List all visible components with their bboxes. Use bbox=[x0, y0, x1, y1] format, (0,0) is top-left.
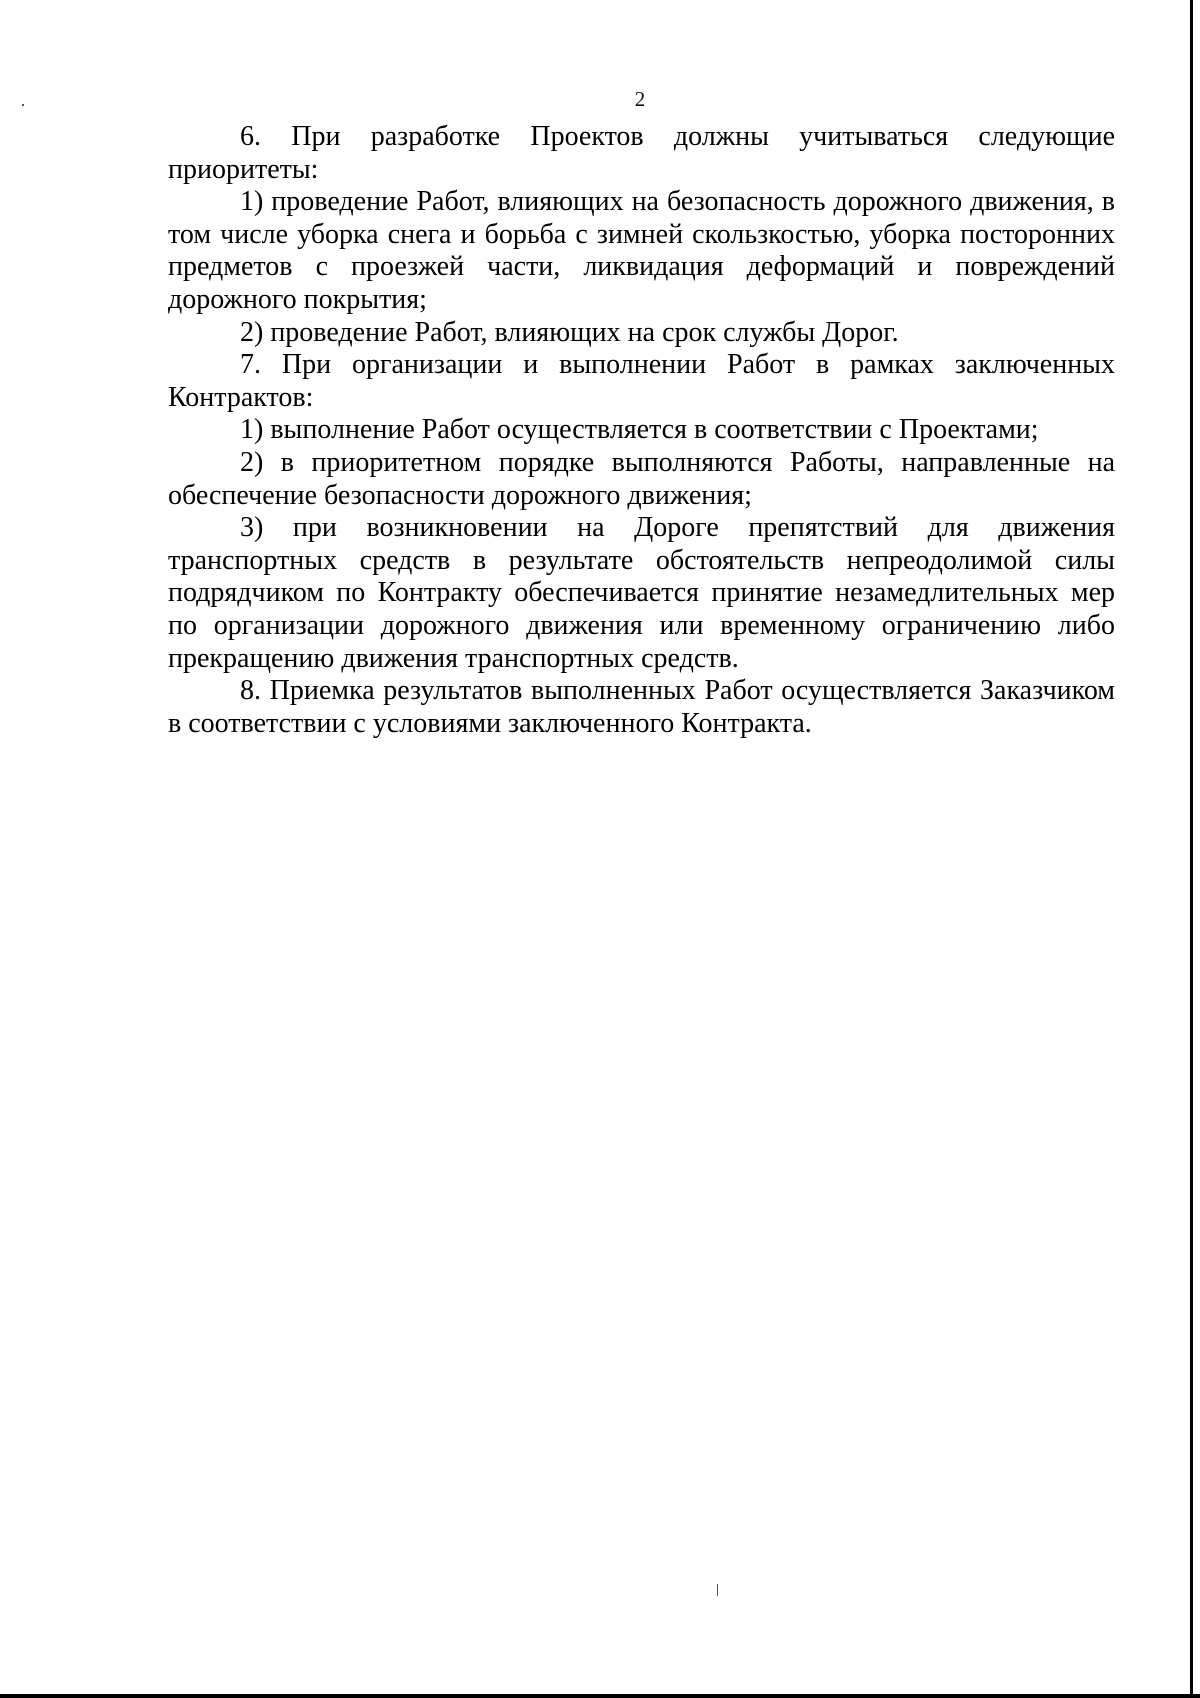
paragraph-7-item-2: 2) в приоритетном порядке выполняются Работы, направленные на обеспечение безопасности дорожного движения; bbox=[168, 446, 1115, 511]
scan-edge-bottom bbox=[0, 1694, 1200, 1698]
document-body bbox=[168, 121, 1115, 740]
scan-speck bbox=[22, 104, 24, 106]
paragraph-6-item-1: 1) проведение Работ, влияющих на безопасность дорожного движения, в том числе уборка снега и борьба с зимней скользкостью, уборка посторонних предметов с проезжей части, ликвидация деформаций и повреждений дорожного покрытия; bbox=[168, 186, 1115, 315]
paragraph-8: 8. Приемка результатов выполненных Работ осуществляется Заказчиком в соответствии с условиями заключенного Контракта. bbox=[168, 675, 1115, 739]
page-number: 2 bbox=[634, 87, 646, 111]
paragraph-6-item-2: 2) проведение Работ, влияющих на срок службы Дорог. bbox=[240, 316, 899, 348]
paragraph-7-item-1: 1) выполнение Работ осуществляется в соответствии с Проектами; bbox=[240, 414, 1039, 446]
paragraph-7: 7. При организации и выполнении Работ в рамках заключенных Контрактов: bbox=[168, 349, 1115, 413]
paragraph-6: 6. При разработке Проектов должны учитываться следующие приоритеты: bbox=[168, 121, 1115, 185]
scan-speck bbox=[717, 1584, 718, 1596]
scan-edge-right bbox=[1190, 0, 1193, 1698]
paragraph-7-item-3: 3) при возникновении на Дороге препятствий для движения транспортных средств в результате обстоятельств непреодолимой силы подрядчиком по Контракту обеспечивается принятие незамедлительных мер по организации дорожного движения или временному ограничению либо прекращению движения транспортных средств. bbox=[168, 512, 1115, 674]
